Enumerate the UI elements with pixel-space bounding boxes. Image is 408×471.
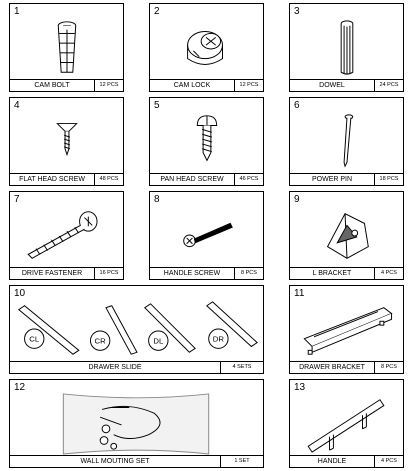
part-number: 3 [294, 6, 300, 17]
part-number: 2 [154, 6, 160, 17]
part-name: WALL MOUTING SET [80, 458, 150, 465]
power-pin-icon [290, 110, 403, 173]
part-quantity: 48 PCS [94, 174, 123, 185]
part-name: POWER PIN [311, 176, 353, 183]
part-card-handle [289, 379, 404, 468]
part-number: 4 [14, 100, 20, 111]
part-name: FLAT HEAD SCREW [19, 176, 85, 183]
handle-icon [290, 392, 403, 455]
part-card-drawer-slide [9, 285, 264, 374]
pan-head-screw-icon [150, 110, 263, 173]
part-name: DOWEL [319, 82, 345, 89]
part-name: DRIVE FASTENER [21, 270, 83, 277]
part-card-drawer-bracket [289, 285, 404, 374]
part-quantity: 4 PCS [374, 456, 403, 467]
part-name: PAN HEAD SCREW [160, 176, 224, 183]
part-card-l-bracket [289, 191, 404, 280]
part-number: 12 [14, 382, 26, 393]
part-quantity: 12 PCS [234, 80, 263, 91]
part-number: 9 [294, 194, 300, 205]
part-number: 10 [14, 288, 26, 299]
part-name: L BRACKET [312, 270, 352, 277]
part-name: DRAWER BRACKET [299, 364, 365, 371]
part-number: 11 [294, 288, 305, 299]
variant-label: CL [29, 334, 40, 344]
drive-fastener-icon [10, 204, 123, 267]
cam-bolt-icon [10, 16, 123, 79]
part-card-pan-head-screw [149, 97, 264, 186]
part-card-wall-mounting-set [9, 379, 264, 468]
part-number: 6 [294, 100, 300, 111]
part-card-cam-bolt [9, 3, 124, 92]
part-name: CAM BOLT [34, 82, 70, 89]
part-card-flat-head-screw [9, 97, 124, 186]
part-number: 13 [294, 382, 306, 393]
part-quantity: 8 PCS [234, 268, 263, 279]
drawer-bracket-icon [290, 298, 403, 361]
part-name: CAM LOCK [173, 82, 211, 89]
part-number: 7 [14, 194, 20, 205]
part-quantity: 16 PCS [94, 268, 123, 279]
part-quantity: 4 SETS [220, 362, 263, 373]
cam-lock-icon [150, 16, 263, 79]
dowel-icon [290, 16, 403, 79]
part-name: HANDLE SCREW [163, 270, 221, 277]
part-card-dowel [289, 3, 404, 92]
drawer-slide-icon [10, 298, 263, 361]
part-quantity: 24 PCS [374, 80, 403, 91]
part-number: 5 [154, 100, 160, 111]
part-quantity: 4 PCS [374, 268, 403, 279]
part-name: DRAWER SLIDE [88, 364, 142, 371]
part-name: HANDLE [317, 458, 347, 465]
handle-screw-icon [150, 204, 263, 267]
part-quantity: 8 PCS [374, 362, 403, 373]
part-card-power-pin [289, 97, 404, 186]
part-quantity: 12 PCS [94, 80, 123, 91]
variant-label: CR [94, 336, 106, 346]
l-bracket-icon [290, 204, 403, 267]
part-card-handle-screw [149, 191, 264, 280]
part-card-drive-fastener [9, 191, 124, 280]
part-number: 1 [14, 6, 20, 17]
variant-label: DR [212, 334, 225, 344]
variant-label: DL [153, 336, 164, 346]
part-quantity: 46 PCS [234, 174, 263, 185]
flat-head-screw-icon [10, 110, 123, 173]
part-quantity: 1 SET [220, 456, 263, 467]
part-card-cam-lock [149, 3, 264, 92]
part-quantity: 18 PCS [374, 174, 403, 185]
part-number: 8 [154, 194, 160, 205]
wall-mounting-set-icon [10, 392, 263, 455]
